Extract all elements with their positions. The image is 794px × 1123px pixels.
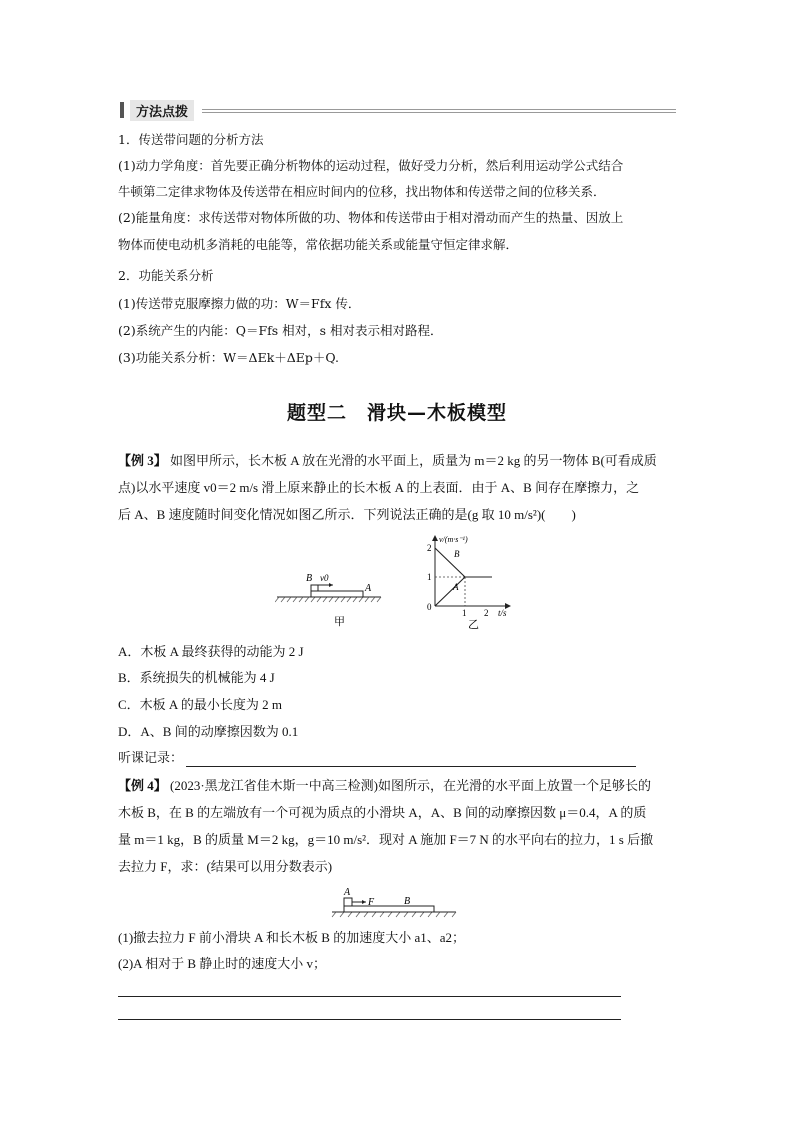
ex4-label-A: A — [344, 887, 351, 898]
option-d: D．A、B 间的动摩擦因数为 0.1 — [118, 724, 299, 739]
example3-tag: 【例 3】 — [118, 453, 167, 468]
method-line-6: 2．功能关系分析 — [118, 268, 214, 283]
example3-text-1: 如图甲所示，长木板 A 放在光滑的水平面上，质量为 m＝2 kg 的另一物体 B(可看成质 — [170, 453, 657, 468]
jia-caption: 甲 — [334, 616, 345, 628]
notes-line[interactable] — [186, 766, 636, 767]
ex4-board-B — [344, 906, 434, 912]
option-b: B．系统损失的机械能为 4 J — [118, 670, 275, 685]
yi-label-B: B — [454, 549, 460, 559]
yi-xlabel: t/s — [498, 608, 507, 618]
yi-caption: 乙 — [468, 619, 479, 631]
header-bar — [120, 102, 124, 118]
method-line-1: 1．传送带问题的分析方法 — [118, 132, 264, 147]
notes-label: 听课记录： — [118, 750, 184, 765]
jia-label-B: B — [306, 573, 313, 584]
option-a: A．木板 A 最终获得的动能为 2 J — [118, 644, 304, 659]
example3-line-3: 后 A、B 速度随时间变化情况如图乙所示．下列说法正确的是(g 取 10 m/s²)( ) — [118, 507, 576, 522]
figure-ex4 — [330, 880, 460, 920]
example4-line-3: 量 m＝1 kg，B 的质量 M＝2 kg，g＝10 m/s²．现对 A 施加 F＝7 N 的水平向右的拉力，1 s 后撤 — [118, 832, 654, 847]
method-line-7: (1)传送带克服摩擦力做的功：W＝Ffx 传． — [118, 296, 361, 311]
method-header — [120, 100, 194, 120]
yi-xtick-2: 2 — [484, 608, 489, 618]
method-line-9: (3)功能关系分析：W＝ΔEk＋ΔEp＋Q. — [118, 350, 340, 365]
section-title: 题型二 滑块—木板模型 — [286, 402, 507, 424]
example4-text-1: (2023·黑龙江省佳木斯一中高三检测)如图所示，在光滑的水平面上放置一个足够长的 — [170, 778, 652, 793]
question-2: (2)A 相对于 B 静止时的速度大小 v； — [118, 956, 327, 971]
yi-ytick-0: 0 — [427, 602, 432, 612]
example4-line-4: 去拉力 F，求：(结果可以用分数表示) — [118, 859, 333, 874]
jia-label-A: A — [365, 583, 372, 594]
board-A — [311, 591, 363, 597]
figure-yi — [420, 532, 520, 632]
example4-tag: 【例 4】 — [118, 778, 167, 793]
yi-line-B — [435, 548, 465, 577]
yi-label-A: A — [453, 582, 459, 592]
ex4-label-B: B — [404, 896, 411, 907]
yi-ytick-1: 1 — [427, 572, 432, 582]
figure-jia — [275, 565, 385, 630]
jia-label-v0: v0 — [320, 573, 329, 583]
ex4-label-F: F — [368, 897, 375, 908]
header-rule — [202, 109, 676, 113]
method-line-3: 牛顿第二定律求物体及传送带在相应时间内的位移，找出物体和传送带之间的位移关系． — [118, 184, 606, 199]
block-B — [311, 585, 318, 591]
yi-xtick-1: 1 — [462, 608, 467, 618]
question-1: (1)撤去拉力 F 前小滑块 A 和长木板 B 的加速度大小 a1、a2； — [118, 930, 466, 945]
ex4-block-A — [344, 898, 352, 906]
method-line-2: (1)动力学角度：首先要正确分析物体的运动过程，做好受力分析，然后利用运动学公式结合 — [118, 158, 624, 173]
answer-line-2[interactable] — [118, 1019, 621, 1020]
example3-line-1 — [118, 453, 657, 469]
answer-line-1[interactable] — [118, 996, 621, 997]
example3-line-2: 点)以水平速度 v0＝2 m/s 滑上原来静止的长木板 A 的上表面．由于 A、B 间存在摩擦力，之 — [118, 480, 640, 495]
method-line-5: 物体而使电动机多消耗的电能等，常依据功能关系或能量守恒定律求解． — [118, 237, 519, 252]
example4-line-2: 木板 B，在 B 的左端放有一个可视为质点的小滑块 A，A、B 间的动摩擦因数 μ＝0.4，A 的质 — [118, 805, 647, 820]
yi-ylabel: v/(m·s⁻¹) — [439, 535, 468, 544]
yi-ytick-2: 2 — [427, 543, 432, 553]
method-line-8: (2)系统产生的内能：Q＝Ffs 相对，s 相对表示相对路程． — [118, 323, 443, 338]
method-line-4: (2)能量角度：求传送带对物体所做的功、物体和传送带由于相对滑动而产生的热量、因放上 — [118, 210, 624, 225]
example4-line-1 — [118, 778, 651, 794]
option-c: C．木板 A 的最小长度为 2 m — [118, 697, 282, 712]
method-header-title: 方法点拨 — [130, 100, 194, 121]
yi-line-A — [435, 577, 465, 606]
